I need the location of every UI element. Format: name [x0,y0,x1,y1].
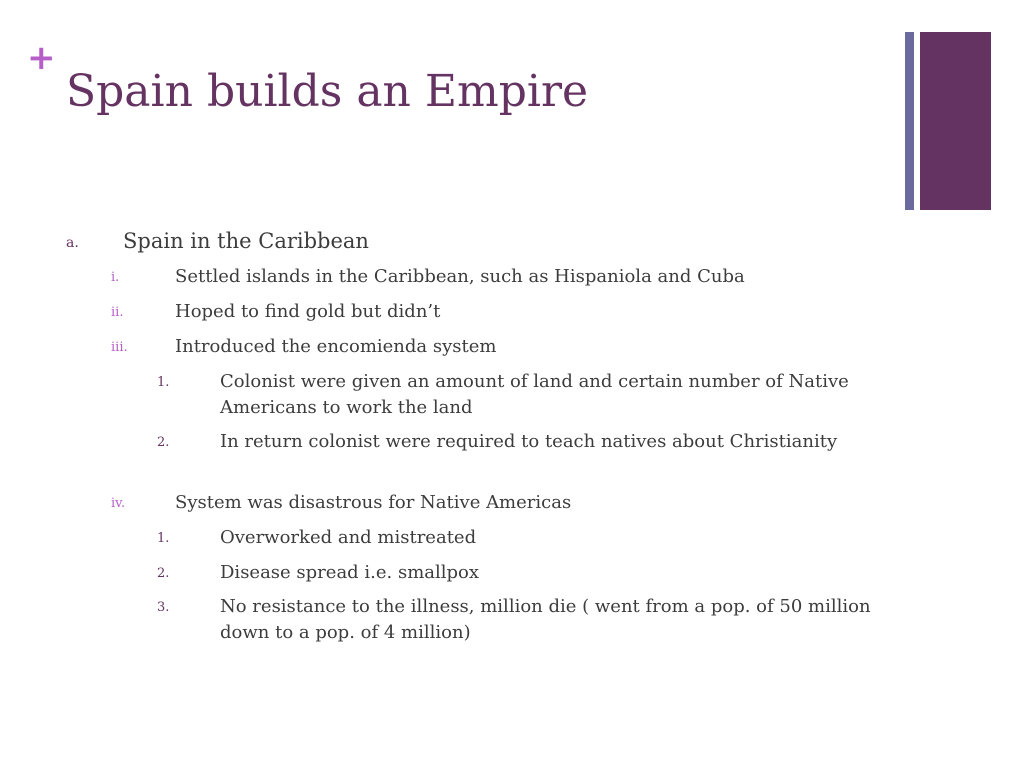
list-marker: 1. [157,375,170,390]
outline-text: Disease spread i.e. smallpox [220,562,480,583]
list-marker: iii. [111,340,128,355]
outline-text: System was disastrous for Native Americas [175,492,572,513]
outline-text: Settled islands in the Caribbean, such as Hispaniola and Cuba [175,266,745,287]
slide-title: Spain builds an Empire [66,66,589,117]
list-marker: i. [111,270,120,285]
list-marker: iv. [111,496,126,511]
outline-text: Overworked and mistreated [220,527,477,548]
outline-text: Introduced the encomienda system [175,336,497,357]
list-marker: a. [66,235,79,251]
outline-text: Hoped to find gold but didn’t [175,301,441,322]
list-marker: 3. [157,600,170,615]
list-marker: ii. [111,305,124,320]
list-marker: 1. [157,531,170,546]
list-marker: 2. [157,435,170,450]
outline-text: No resistance to the illness, million die ( went from a pop. of 50 million down to a pop. of 4 million) [220,596,871,643]
plus-icon: + [27,38,56,78]
outline-text: In return colonist were required to teach natives about Christianity [220,431,838,452]
list-marker: 2. [157,566,170,581]
outline-text: Colonist were given an amount of land and certain number of Native Americans to work the land [220,371,849,418]
outline-text: Spain in the Caribbean [123,229,369,253]
